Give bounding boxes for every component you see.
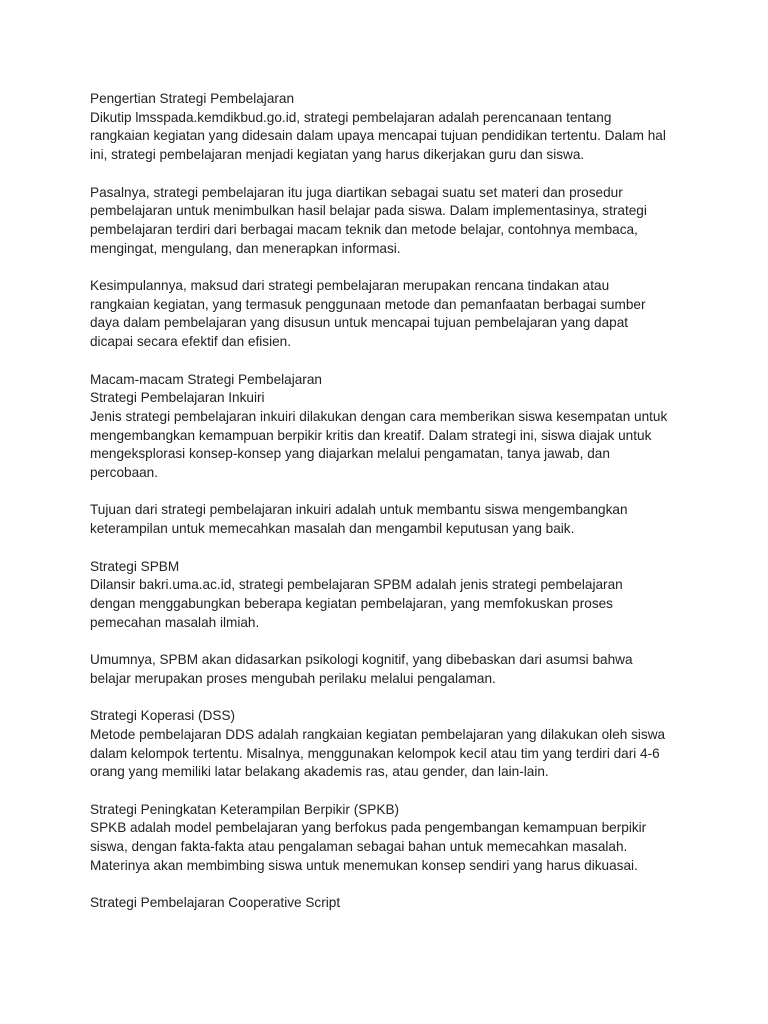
paragraph — [90, 558, 690, 633]
text-line: Pasalnya, strategi pembelajaran itu juga diartikan sebagai suatu set materi dan prosedur — [90, 184, 623, 200]
text-line: siswa, dengan fakta-fakta atau pengalaman sebagai bahan untuk memecahkan masalah. — [90, 839, 628, 854]
text-line: Umumnya, SPBM akan didasarkan psikologi kognitif, yang dibebaskan dari asumsi bahwa — [90, 652, 633, 667]
paragraph — [90, 894, 690, 913]
text-line: pembelajaran untuk menimbulkan hasil belajar pada siswa. Dalam implementasinya, strategi — [90, 203, 647, 219]
text-line: pembelajaran terdiri dari berbagai macam teknik dan metode belajar, contohnya membaca, — [90, 221, 638, 237]
text-line: Pengertian Strategi Pembelajaran — [90, 91, 295, 106]
text-line: dengan menggabungkan beberapa kegiatan pembelajaran, yang memfokuskan proses — [90, 595, 613, 611]
paragraph — [90, 707, 690, 782]
document-page — [90, 90, 690, 931]
text-line: belajar merupakan proses mengubah perilaku melalui pengalaman. — [90, 670, 496, 686]
text-line: Dikutip lmsspada.kemdikbud.go.id, strategi pembelajaran adalah perencanaan tentang — [90, 109, 612, 125]
paragraph — [90, 801, 690, 876]
text-line: Strategi Pembelajaran Inkuiri — [90, 390, 265, 406]
paragraph — [90, 184, 690, 259]
text-line: Materinya akan membimbing siswa untuk menemukan konsep sendiri yang harus dikuasai. — [90, 857, 638, 873]
text-line: Macam-macam Strategi Pembelajaran — [90, 371, 322, 387]
text-line: rangkaian kegiatan yang didesain dalam upaya mencapai tujuan pendidikan tertentu. Dalam hal — [90, 128, 666, 144]
text-line: rangkaian kegiatan, yang termasuk penggunaan metode dan pemanfaatan berbagai sumber — [90, 296, 646, 312]
text-line: Jenis strategi pembelajaran inkuiri dilakukan dengan cara memberikan siswa kesempatan untuk — [90, 408, 668, 424]
text-line: SPKB adalah model pembelajaran yang berfokus pada pengembangan kemampuan berpikir — [90, 820, 647, 836]
paragraph — [90, 501, 690, 538]
text-line: Tujuan dari strategi pembelajaran inkuiri adalah untuk membantu siswa mengembangkan — [90, 502, 628, 518]
paragraph — [90, 651, 690, 688]
text-line: Strategi Pembelajaran Cooperative Script — [90, 895, 341, 911]
text-line: Dilansir bakri.uma.ac.id, strategi pembelajaran SPBM adalah jenis strategi pembelajaran — [90, 577, 623, 593]
paragraph — [90, 277, 690, 352]
text-line: mengembangkan kemampuan berpikir kritis dan kreatif. Dalam strategi ini, siswa diajak untuk — [90, 427, 652, 443]
text-line: percobaan. — [90, 465, 159, 481]
text-line: orang yang memiliki latar belakang akademis ras, atau gender, dan lain-lain. — [90, 764, 549, 780]
text-line: pemecahan masalah ilmiah. — [90, 614, 260, 630]
text-line: ini, strategi pembelajaran menjadi kegiatan yang harus dikerjakan guru dan siswa. — [90, 147, 585, 163]
text-line: Strategi SPBM — [90, 558, 180, 574]
text-line: Kesimpulannya, maksud dari strategi pembelajaran merupakan rencana tindakan atau — [90, 278, 610, 293]
text-line: dicapai secara efektif dan efisien. — [90, 334, 292, 350]
paragraph — [90, 371, 690, 483]
text-line: mengeksplorasi konsep-konsep yang diajarkan melalui pengamatan, tanya jawab, dan — [90, 446, 610, 462]
text-line: mengingat, mengulang, dan menerapkan informasi. — [90, 240, 401, 256]
text-line: Strategi Peningkatan Keterampilan Berpikir (SPKB) — [90, 801, 400, 817]
text-line: Strategi Koperasi (DSS) — [90, 708, 236, 724]
text-line: Metode pembelajaran DDS adalah rangkaian kegiatan pembelajaran yang dilakukan oleh siswa — [90, 726, 666, 742]
text-line: daya dalam pembelajaran yang disusun untuk mencapai tujuan pembelajaran yang dapat — [90, 315, 629, 331]
text-line: dalam kelompok tertentu. Misalnya, menggunakan kelompok kecil atau tim yang terdiri dari 4-6 — [90, 745, 660, 761]
paragraph — [90, 90, 690, 165]
text-line: keterampilan untuk memecahkan masalah dan mengambil keputusan yang baik. — [90, 521, 575, 537]
